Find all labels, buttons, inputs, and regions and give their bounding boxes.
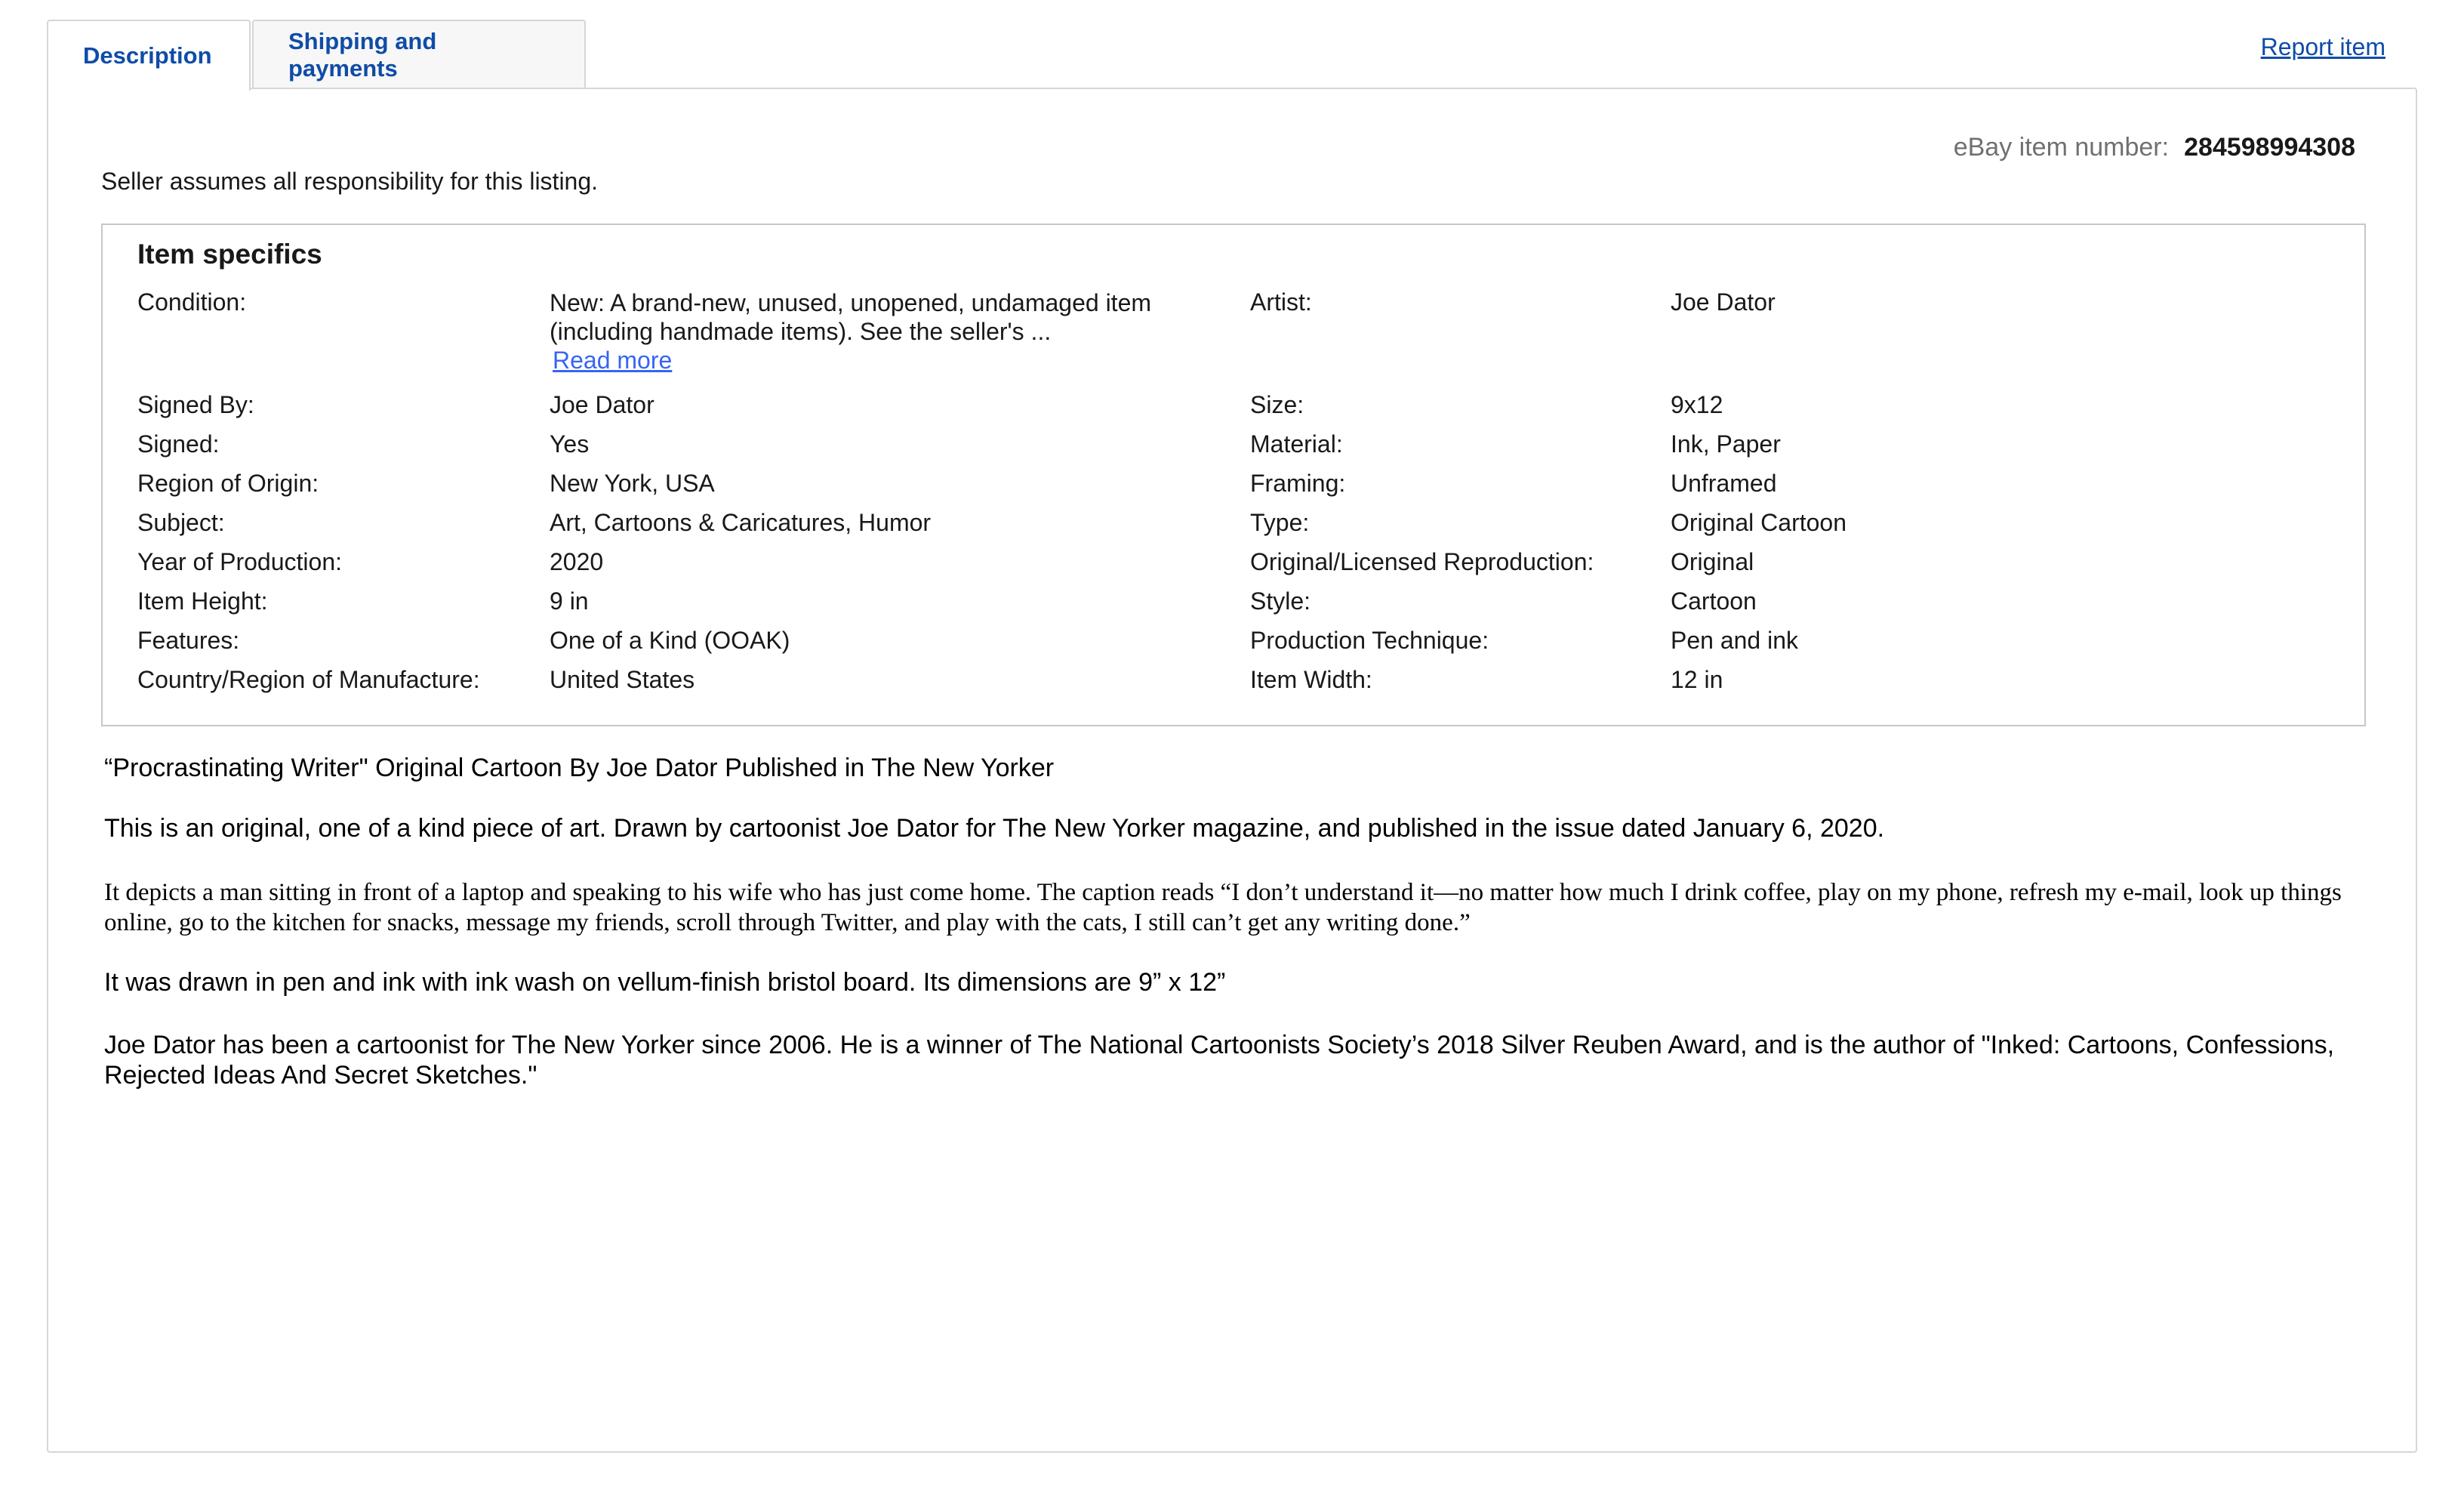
spec-value: Joe Dator bbox=[550, 391, 654, 418]
spec-label: Year of Production: bbox=[137, 548, 342, 575]
spec-value: One of a Kind (OOAK) bbox=[550, 627, 790, 654]
spec-label: Original/Licensed Reproduction: bbox=[1250, 548, 1594, 575]
artist-value: Joe Dator bbox=[1671, 288, 1776, 316]
spec-label: Subject: bbox=[137, 509, 225, 536]
item-number-value: 284598994308 bbox=[2184, 133, 2355, 162]
spec-label: Signed: bbox=[137, 430, 220, 458]
report-item-link[interactable]: Report item bbox=[2260, 33, 2385, 60]
spec-value: Pen and ink bbox=[1671, 627, 1799, 654]
condition-value bbox=[550, 288, 1199, 375]
read-more-link[interactable]: Read more bbox=[553, 347, 673, 374]
condition-value-line2: (including handmade items). See the seller's ... bbox=[550, 318, 1052, 345]
spec-label: Production Technique: bbox=[1250, 627, 1489, 654]
spec-value: 2020 bbox=[550, 548, 604, 575]
spec-value: Art, Cartoons & Caricatures, Humor bbox=[550, 509, 932, 536]
description-paragraph: It was drawn in pen and ink with ink wash on vellum-finish bristol board. Its dimensions are 9” x 12” bbox=[104, 968, 1226, 997]
spec-label: Material: bbox=[1250, 430, 1343, 458]
spec-label: Type: bbox=[1250, 509, 1310, 536]
artist-label: Artist: bbox=[1250, 288, 1312, 316]
spec-value: 9 in bbox=[550, 587, 589, 615]
spec-value: Yes bbox=[550, 430, 590, 458]
spec-value: 9x12 bbox=[1671, 391, 1723, 418]
spec-label: Item Width: bbox=[1250, 666, 1372, 693]
seller-responsibility-note: Seller assumes all responsibility for this listing. bbox=[101, 168, 599, 195]
spec-label: Size: bbox=[1250, 391, 1304, 418]
description-panel bbox=[47, 88, 2417, 1453]
spec-label: Style: bbox=[1250, 587, 1311, 615]
tab-shipping-and-payments[interactable]: Shipping and payments bbox=[252, 20, 586, 89]
tab-bar bbox=[47, 20, 586, 89]
item-specifics-title: Item specifics bbox=[137, 239, 322, 270]
item-specifics-box bbox=[101, 224, 2366, 726]
spec-value: Ink, Paper bbox=[1671, 430, 1781, 458]
spec-label: Country/Region of Manufacture: bbox=[137, 666, 480, 693]
spec-value: United States bbox=[550, 666, 695, 693]
description-paragraph: It depicts a man sitting in front of a laptop and speaking to his wife who has just come home. The caption reads “I don’t understand it—no matter how much I drink coffee, play on my phone, refresh my e-mail, look up things online, go to the kitchen for snacks, message my friends, scroll through Twitter, and play with the cats, I still can’t get any writing done.” bbox=[104, 879, 2342, 936]
spec-value: Unframed bbox=[1671, 470, 1777, 497]
spec-value: New York, USA bbox=[550, 470, 715, 497]
description-paragraph: Joe Dator has been a cartoonist for The New Yorker since 2006. He is a winner of The National Cartoonists Society’s 2018 Silver Reuben Award, and is the author of "Inked: Cartoons, Confessions, Rejected Ideas And Secret Sketches." bbox=[104, 1031, 2335, 1090]
condition-value-line1: New: A brand-new, unused, unopened, undamaged item bbox=[550, 289, 1152, 316]
ebay-item-number bbox=[1954, 133, 2355, 162]
tab-description[interactable]: Description bbox=[47, 20, 251, 91]
spec-label: Signed By: bbox=[137, 391, 254, 418]
item-number-label: eBay item number: bbox=[1953, 133, 2170, 162]
listing-title-line: “Procrastinating Writer" Original Cartoon By Joe Dator Published in The New Yorker bbox=[104, 754, 1055, 782]
spec-label: Item Height: bbox=[137, 587, 268, 615]
spec-label: Region of Origin: bbox=[137, 470, 319, 497]
spec-label: Framing: bbox=[1250, 470, 1346, 497]
spec-value: 12 in bbox=[1671, 666, 1723, 693]
spec-value: Original bbox=[1671, 548, 1754, 575]
condition-label: Condition: bbox=[137, 288, 247, 316]
spec-value: Original Cartoon bbox=[1671, 509, 1846, 536]
spec-label: Features: bbox=[137, 627, 240, 654]
description-paragraph: This is an original, one of a kind piece of art. Drawn by cartoonist Joe Dator for The New Yorker magazine, and published in the issue dated January 6, 2020. bbox=[104, 814, 1885, 843]
spec-value: Cartoon bbox=[1671, 587, 1757, 615]
